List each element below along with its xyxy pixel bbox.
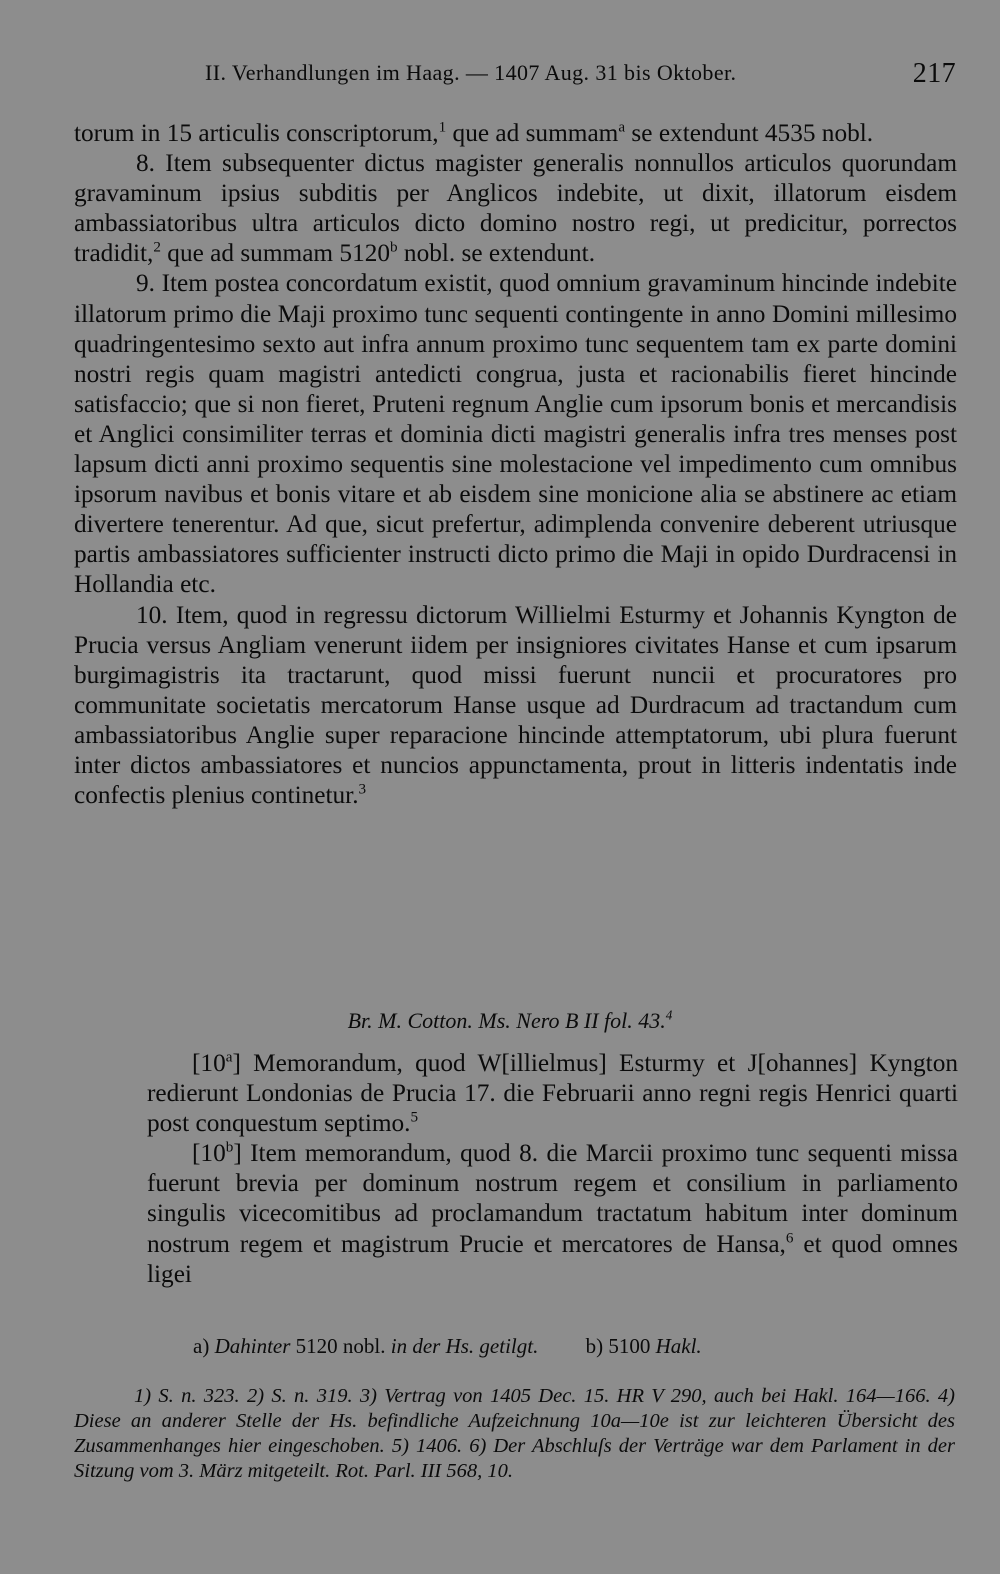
- footnote-ref: 5: [410, 1108, 419, 1126]
- text-run: 8. Item subsequenter dictus magister generalis nonnullos articulos quorundam gravaminum ipsius subditis per Anglicos indebite, ut dixit, illatorum eisdem ambassiatoribus ultra articulos dicto domino nostro regi, ut predicitur, porrectos tradidit,: [74, 149, 957, 268]
- text-run: ] Item memorandum, quod 8. die Marcii proximo tunc sequenti missa fuerunt brevia per dominum nostrum regem et consilium in parliamento singulis vicecomitibus ad proclamandum tractatum habitum inter dominum nostrum regem et magistrum Prucie et mercatores de Hansa,: [147, 1139, 958, 1258]
- footnotes: [74, 1384, 955, 1484]
- section-suffix: a: [225, 1048, 233, 1066]
- text-run: [10: [192, 1049, 226, 1077]
- text-run: [10: [192, 1139, 226, 1168]
- text-run: nobl. se extendunt.: [397, 239, 596, 268]
- note-label: a): [193, 1334, 210, 1358]
- paragraph-continuation: [74, 118, 957, 148]
- memorandum-section: [147, 1048, 958, 1289]
- note-italic: Hakl.: [655, 1334, 702, 1358]
- text-run: et quod omnes ligei: [147, 1229, 959, 1288]
- page-number: 217: [912, 58, 956, 89]
- note-label: b): [585, 1334, 604, 1358]
- note-text: 5120 nobl.: [295, 1334, 386, 1358]
- text-run: que ad summam: [446, 119, 619, 147]
- footnotes-text: 1) S. n. 323. 2) S. n. 319. 3) Vertrag von 1405 Dec. 15. HR V 290, auch bei Hakl. 164—166. 4) Diese an anderer Stelle der Hs. befindliche Aufzeichnung 10a—10e ist zur leichteren Übersicht des Zusammenhanges hier eingeschoben. 5) 1406. 6) Der Abschluſs der Verträge war dem Parlament in der Sitzung vom 3. März mitgeteilt. Rot. Parl. III 568, 10.: [74, 1385, 955, 1482]
- textual-note-ref: a: [618, 118, 626, 136]
- running-title: II. Verhandlungen im Haag. — 1407 Aug. 31 bis Oktober.: [205, 60, 737, 85]
- text-run: 10. Item, quod in regressu dictorum Willielmi Esturmy et Johannis Kyngton de Prucia versus Angliam venerunt iidem per insigniores civitates Hanse et cum ipsarum burgimagistris ita tractarunt, quod missi fuerunt nuncii et procuratores pro communitate societatis mercatorum Hanse usque ad Durdracum ad tractandum cum ambassiatoribus Anglie super reparacione hincinde attemptatorum, ubi plura fuerunt inter dictos ambassiatores et nuncios appunctamenta, prout in litteris indentatis inde confectis plenius continetur.: [74, 600, 957, 810]
- section-suffix: b: [225, 1138, 234, 1156]
- footnote-ref: 3: [358, 780, 367, 798]
- text-run: que ad summam 5120: [160, 239, 391, 268]
- source-text: Br. M. Cotton. Ms. Nero B II fol. 43.: [347, 1008, 666, 1033]
- memorandum-10a: [147, 1048, 958, 1138]
- textual-notes: [193, 1334, 702, 1359]
- text-run: torum in 15 articulis conscriptorum,: [74, 119, 439, 147]
- text-run: ] Memorandum, quod W[illielmus] Esturmy et J[ohannes] Kyngton redierunt Londonias de Prucia 17. die Februarii anno regni regis Henrici quarti post conquestum septimo.: [147, 1049, 958, 1138]
- textual-note-ref: b: [390, 238, 398, 256]
- note-text: 5100: [608, 1334, 651, 1358]
- note-italic: Dahinter: [214, 1334, 291, 1358]
- footnote-ref: 6: [785, 1229, 794, 1247]
- text-run: se extendunt 4535 nobl.: [625, 119, 874, 147]
- paragraph-8: [74, 148, 957, 268]
- source-citation: [0, 1008, 1000, 1034]
- footnote-ref: 1: [438, 118, 447, 136]
- footnote-ref: 4: [665, 1007, 673, 1023]
- paragraph-9: 9. Item postea concordatum existit, quod omnium gravaminum hincinde indebite illatorum primo die Maji proximo tunc sequenti contingente in anno Domini millesimo quadringentesimo sexto aut infra annum proximo tunc sequentem tam ex parte domini nostri regis quam magistri antedicti congrua, justa et racionabilis fieret hincinde satisfaccio; que si non fieret, Pruteni regnum Anglie cum ipsorum bonis et mercandisis et Anglici consimiliter terras et dominia dicti magistri generalis infra tres menses post lapsum dicti anni proximo sequentis sine molestacione vel impedimento cum omnibus ipsorum navibus et bonis vitare et ab eisdem sine monicione alia se abstinere ac etiam divertere tenerentur. Ad que, sicut prefertur, adimplenda convenire deberent utriusque partis ambassiatores sufficienter instructi dicto primo die Maji in opido Durdracensi in Hollandia etc.: [74, 269, 957, 599]
- footnote-ref: 2: [153, 238, 161, 256]
- page-header: [205, 58, 956, 98]
- main-text: [74, 118, 957, 810]
- memorandum-10b: [147, 1138, 958, 1288]
- note-italic: in der Hs. getilgt.: [390, 1334, 539, 1358]
- paragraph-10: [74, 600, 957, 811]
